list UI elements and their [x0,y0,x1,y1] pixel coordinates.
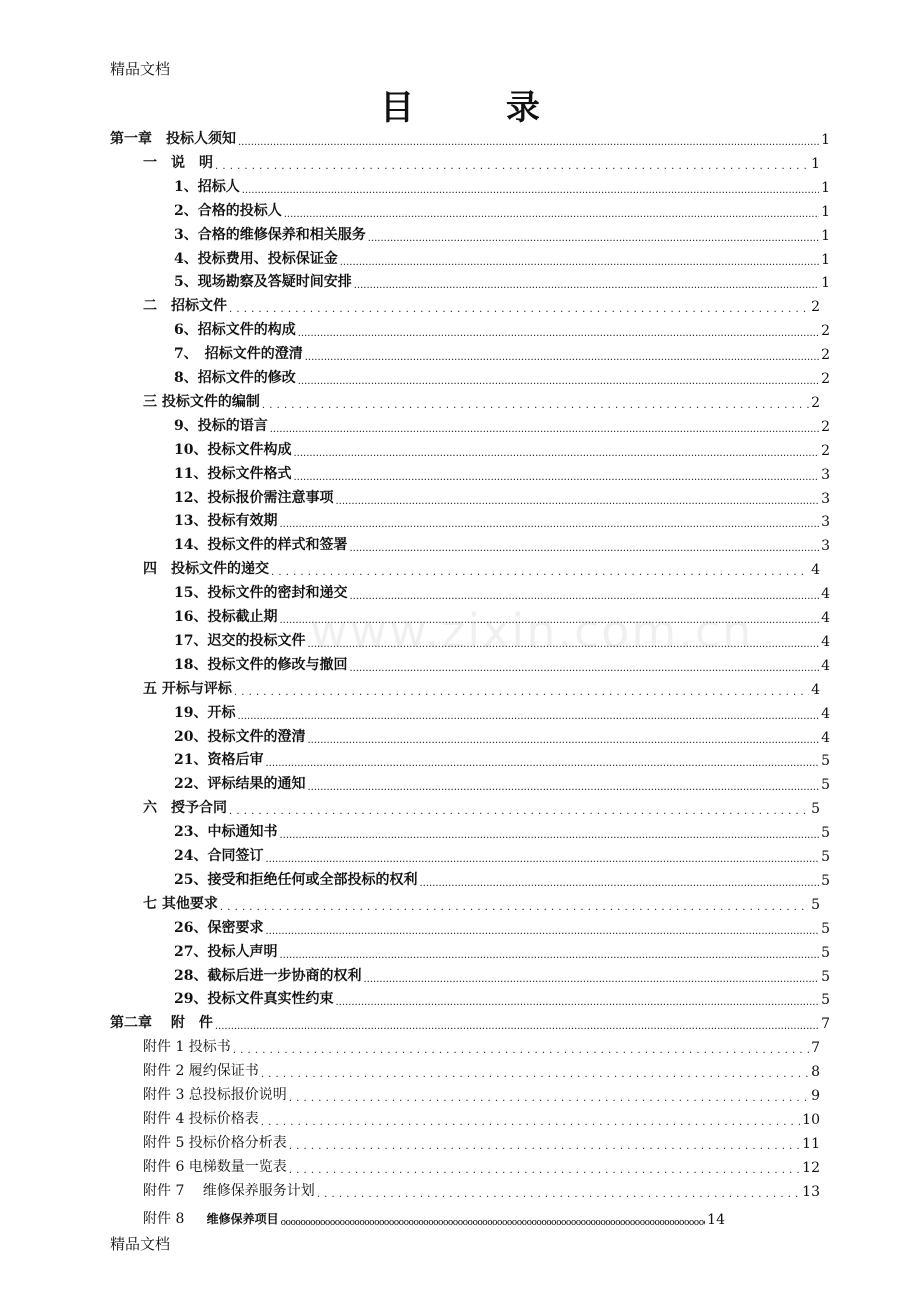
toc-entry[interactable] [143,795,820,817]
toc-entry[interactable] [174,724,830,746]
toc-entry[interactable] [174,604,830,626]
toc-entry-page: 10 [802,1111,820,1128]
toc-entry-page: 4 [821,610,830,626]
toc-entry-page: 5 [821,753,830,770]
toc-entry[interactable] [143,1058,820,1080]
toc-entry-page: 2 [821,418,830,435]
toc-entry[interactable] [174,317,830,339]
toc-entry-leader [279,830,819,841]
toc-entry-label: 11、投标文件格式 [174,465,292,482]
toc-entry-label: 第二章 附 件 [110,1015,213,1032]
toc-entry-page: 5 [821,944,830,961]
toc-entry-page: 5 [821,825,830,842]
toc-entry-label: 16、投标截止期 [174,609,278,625]
toc-entry[interactable] [143,1130,820,1152]
toc-entry[interactable] [143,1154,820,1176]
toc-entry-leader [335,496,819,507]
toc-entry[interactable] [174,915,830,937]
toc-entry-page: 12 [802,1159,820,1176]
toc-entry[interactable] [143,293,820,315]
toc-entry-label: 七 其他要求 [143,895,218,912]
toc-entry[interactable] [174,580,830,602]
toc-entry-leader [265,926,819,937]
toc-entry[interactable] [174,174,830,196]
toc-entry-label: 18、投标文件的修改与撤回 [174,656,348,673]
toc-entry[interactable] [174,939,830,961]
toc-entry[interactable] [143,1178,820,1200]
toc-entry-leader [307,639,819,650]
toc-entry[interactable] [143,150,820,172]
toc-entry-page: 5 [811,801,820,818]
toc-entry-leader [220,902,809,913]
toc-entry-leader [293,472,819,483]
toc-entry-leader [289,1165,800,1176]
toc-entry-page: 9 [811,1088,820,1104]
toc-entry-page: 2 [811,299,820,316]
toc-entry-page: 2 [811,394,820,411]
toc-entry-page: 1 [821,203,830,220]
toc-entry[interactable] [143,1206,725,1228]
toc-entry-leader [265,854,819,865]
toc-entry[interactable] [174,269,830,291]
toc-entry-page: 4 [811,681,820,698]
toc-entry-leader [261,1117,800,1128]
toc-entry-leader [262,400,809,411]
toc-entry-leader [271,567,809,578]
toc-entry[interactable] [143,676,820,698]
toc-entry-label: 22、评标结果的通知 [174,776,306,793]
toc-entry-leader [289,1093,809,1104]
toc-entry-label: 四 投标文件的递交 [143,561,269,578]
toc-entry-prefix: 附件 8 [143,1211,185,1227]
toc-entry-label: 20、投标文件的澄清 [174,728,306,745]
toc-entry-page: 5 [821,968,830,985]
toc-entry-label: 附件 5 投标价格分析表 [143,1134,287,1151]
toc-entry[interactable] [110,1010,830,1032]
toc-entry[interactable] [174,222,830,244]
footer-mark: 精品文档 [110,1235,171,1253]
toc-entry-leader [237,711,819,722]
toc-entry-label: 附件 7 维修保养服务计划 [143,1182,315,1199]
toc-entry-label: 5、现场勘察及答疑时间安排 [174,274,352,291]
toc-entry-label: 15、投标文件的密封和递交 [174,585,348,602]
toc-entry-page: 4 [821,729,830,746]
toc-entry-leader [419,878,819,889]
toc-entry-label: 2、合格的投标人 [174,202,282,219]
toc-entry-leader [317,1189,800,1200]
toc-entry-label: 六 授予合同 [143,800,227,817]
toc-entry[interactable] [174,413,830,435]
toc-entry-page: 5 [811,896,820,913]
toc-entry-leader [349,663,819,674]
toc-entry[interactable] [174,963,830,985]
toc-entry-leader [233,1045,809,1056]
toc-entry-leader [363,974,819,985]
toc-entry-leader [229,806,809,817]
toc-entry-leader [307,782,819,793]
toc-entry-page: 5 [821,872,830,889]
toc-entry[interactable] [174,771,830,793]
toc-entry[interactable] [143,1082,820,1104]
toc-entry-page: 14 [707,1212,725,1228]
toc-entry-page: 3 [821,490,830,507]
toc-entry-leader [215,1021,819,1032]
toc-entry[interactable] [174,198,830,220]
toc-entry-leader [281,1218,706,1228]
toc-entry-leader [298,376,819,387]
toc-entry-page: 3 [821,514,830,531]
toc-entry[interactable] [143,556,820,578]
toc-entry-page: 1 [821,251,830,268]
toc-entry[interactable] [174,867,830,889]
toc-entry-page: 2 [821,371,830,387]
toc-entry-page: 4 [821,657,830,674]
toc-entry-leader [335,997,819,1008]
toc-entry-leader [229,304,809,315]
toc-entry-page: 1 [821,275,830,292]
toc-entry-label: 28、截标后进一步协商的权利 [174,967,362,984]
toc-entry-leader [242,185,819,196]
toc-entry-page: 1 [821,132,830,148]
toc-entry-page: 8 [811,1064,820,1081]
toc-entry-leader [340,257,819,268]
toc-entry[interactable] [174,532,830,554]
watermark: www.zixin.com.cn [310,604,754,658]
toc-entry-leader [298,328,819,339]
toc-entry-label: 14、投标文件的样式和签署 [174,537,348,554]
toc-entry[interactable] [174,485,830,507]
toc-entry-page: 2 [821,347,830,364]
toc-entry-leader [265,758,819,769]
toc-entry-label: 13、投标有效期 [174,513,278,530]
toc-entry-page: 5 [821,777,830,794]
toc-entry-label: 3、合格的维修保养和相关服务 [174,226,366,243]
toc-entry-leader [307,735,819,746]
toc-entry-label: 三 投标文件的编制 [143,393,260,410]
toc-entry-label: 附件 6 电梯数量一览表 [143,1158,287,1175]
toc-entry[interactable] [174,365,830,387]
toc-entry-page: 5 [821,920,830,937]
toc-entry-label: 10、投标文件构成 [174,441,292,458]
toc-entry-label: 附件 4 投标价格表 [143,1110,259,1127]
toc-entry[interactable] [174,652,830,674]
toc-entry-label: 附件 2 履约保证书 [143,1063,259,1080]
toc-entry-label: 1、招标人 [174,178,240,195]
toc-entry-page: 4 [821,586,830,603]
toc-entry-page: 1 [821,179,830,196]
toc-entry-page: 3 [821,466,830,483]
toc-entry[interactable] [143,1034,820,1056]
toc-entry-label: 9、投标的语言 [174,417,268,434]
toc-entry[interactable] [174,461,830,483]
toc-entry-leader [279,615,819,626]
toc-entry[interactable] [143,1106,820,1128]
toc-entry-label: 二 招标文件 [143,298,227,315]
toc-entry-page: 4 [821,705,830,722]
toc-entry-leader [279,519,819,530]
toc-entry-leader [349,591,819,602]
toc-entry[interactable] [174,747,830,769]
toc-entry[interactable] [174,628,830,650]
toc-entry-page: 1 [811,155,820,172]
toc-entry-label: 21、资格后审 [174,752,264,769]
toc-entry-label: 4、投标费用、投标保证金 [174,250,338,267]
toc-entry-title: 维修保养项目 [206,1212,279,1226]
toc-entry[interactable] [174,700,830,722]
toc-entry-leader [261,1069,809,1080]
toc-entry-leader [238,137,819,148]
toc-entry-leader [289,1141,800,1152]
toc-entry-leader [279,950,819,961]
header-mark: 精品文档 [110,60,171,78]
toc-entry-page: 5 [821,992,830,1009]
toc-entry[interactable] [174,819,830,841]
toc-entry-leader [270,424,819,435]
toc-entry-label: 26、保密要求 [174,919,264,936]
toc-entry-label: 23、中标通知书 [174,824,278,841]
toc-entry-page: 11 [802,1135,820,1152]
toc-entry-leader [234,687,809,698]
toc-entry[interactable] [143,389,820,411]
toc-entry-page: 1 [821,227,830,244]
toc-entry-label: 7、 招标文件的澄清 [174,346,303,363]
toc-entry-label: 五 开标与评标 [143,680,232,697]
toc-entry[interactable] [110,126,830,148]
toc-entry-leader [215,161,809,172]
toc-entry-page: 7 [811,1040,820,1057]
toc-entry-page: 13 [802,1183,820,1200]
toc-entry-page: 2 [821,442,830,459]
toc-entry[interactable] [174,341,830,363]
toc-entry-label: 6、招标文件的构成 [174,322,296,339]
toc-entry-label: 附件 3 总投标报价说明 [143,1087,287,1103]
toc-entry-label [143,1208,279,1228]
toc-entry[interactable] [143,891,820,913]
toc-entry-label: 第一章 投标人须知 [110,131,236,147]
toc-entry[interactable] [174,986,830,1008]
toc-entry-page: 4 [811,562,820,579]
toc-entry-label: 一 说 明 [143,154,213,171]
toc-entry[interactable] [174,843,830,865]
toc-entry-page: 3 [821,538,830,555]
toc-entry-label: 27、投标人声明 [174,943,278,960]
toc-entry-label: 19、开标 [174,704,236,721]
toc-entry-page: 4 [821,633,830,650]
toc-entry-leader [368,233,819,244]
toc-entry-page: 5 [821,849,830,865]
toc-entry[interactable] [174,246,830,268]
toc-entry-leader [305,352,819,363]
toc-entry-label: 附件 1 投标书 [143,1039,231,1056]
toc-entry-label: 17、迟交的投标文件 [174,632,306,649]
toc-entry[interactable] [174,508,830,530]
toc-entry-leader [349,543,819,554]
toc-entry-label: 25、接受和拒绝任何或全部投标的权利 [174,871,418,888]
toc-entry-leader [284,209,819,220]
toc-entry-leader [354,280,819,291]
toc-entry-page: 2 [821,323,830,340]
toc-entry-label: 24、合同签订 [174,848,264,864]
toc-entry-page: 7 [821,1016,830,1033]
toc-entry-leader [293,448,819,459]
page-title: 目 录 [380,88,580,128]
toc-entry-label: 8、招标文件的修改 [174,370,296,386]
toc-entry[interactable] [174,437,830,459]
toc-entry-label: 12、投标报价需注意事项 [174,489,334,506]
toc-entry-label: 29、投标文件真实性约束 [174,991,334,1008]
